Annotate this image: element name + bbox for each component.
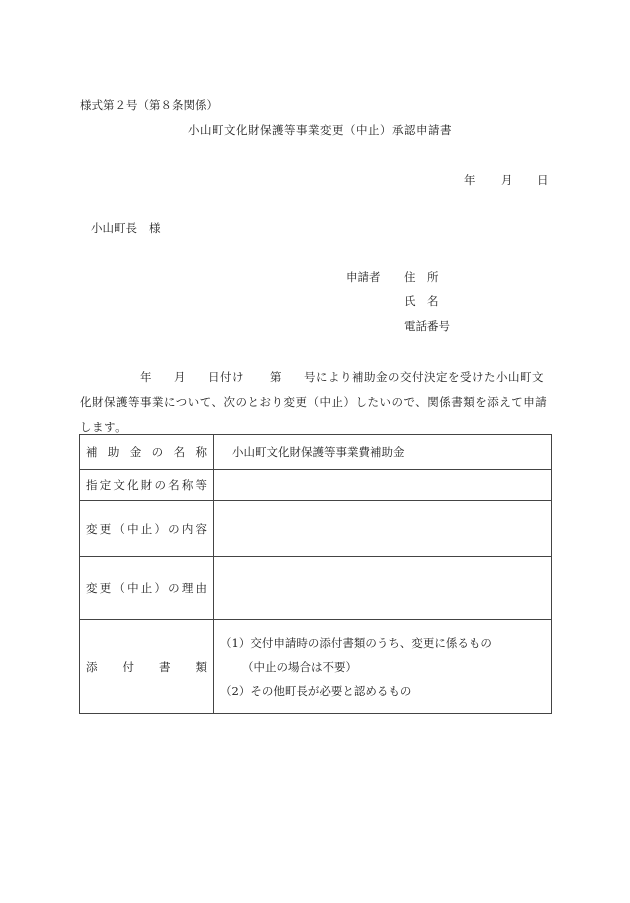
attachments-label (80, 620, 214, 714)
subsidy-name-label (80, 435, 214, 470)
change-content-label (80, 501, 214, 557)
change-content-field[interactable] (214, 501, 552, 557)
para-year: 年 (140, 370, 152, 384)
phone-label: 電話番号 (404, 319, 450, 333)
addressee-honorific: 様 (149, 221, 161, 235)
subsidy-name-text: 小山町文化財保護等事業費補助金 (232, 445, 405, 459)
subsidy-name-label-text: 補 助 金 の 名 称 (86, 445, 207, 459)
change-reason-label-text: 変 更 （ 中 止 ） の 理 由 (86, 581, 207, 595)
subsidy-name-value (214, 435, 552, 470)
cultural-property-label (80, 470, 214, 501)
applicant-label: 申請者 (346, 270, 381, 284)
change-content-label-text: 変 更 （ 中 止 ） の 内 容 (86, 521, 207, 536)
table-row (80, 435, 552, 470)
table-row (80, 620, 552, 714)
date-day: 日 (537, 173, 549, 187)
attachment-note: （中止の場合は不要） (242, 659, 357, 674)
attachments-label-text: 添 付 書 類 (86, 659, 207, 674)
attachment-item-2: （2）その他町長が必要と認めるもの (220, 683, 412, 698)
attachments-list (214, 620, 552, 714)
para-month: 月 (174, 370, 186, 384)
form-number: 様式第２号（第８条関係） (80, 98, 218, 112)
addressee-name: 小山町長 (91, 221, 137, 235)
request-paragraph (80, 365, 555, 440)
name-label: 氏 名 (404, 294, 439, 308)
change-reason-label (80, 557, 214, 620)
table-row (80, 557, 552, 620)
date-month: 月 (501, 173, 513, 187)
para-text: 号により補助金の交付決定を受けた小山町文化財保護等事業について、次のとおり変更（中止）したいので、関係書類を添えて申請します。 (80, 370, 548, 434)
attachment-item-1: （1）交付申請時の添付書類のうち、変更に係るもの (220, 635, 492, 650)
document-title: 小山町文化財保護等事業変更（中止）承認申請書 (188, 123, 452, 137)
address-label: 住 所 (404, 270, 439, 284)
para-dated: 日付け (208, 370, 244, 384)
table-row (80, 501, 552, 557)
application-table (79, 434, 552, 714)
table-row (80, 470, 552, 501)
cultural-property-label-text: 指 定 文 化 財 の 名 称 等 (86, 478, 207, 492)
change-reason-field[interactable] (214, 557, 552, 620)
para-number: 第 (270, 370, 282, 384)
cultural-property-field[interactable] (214, 470, 552, 501)
date-year: 年 (464, 173, 476, 187)
